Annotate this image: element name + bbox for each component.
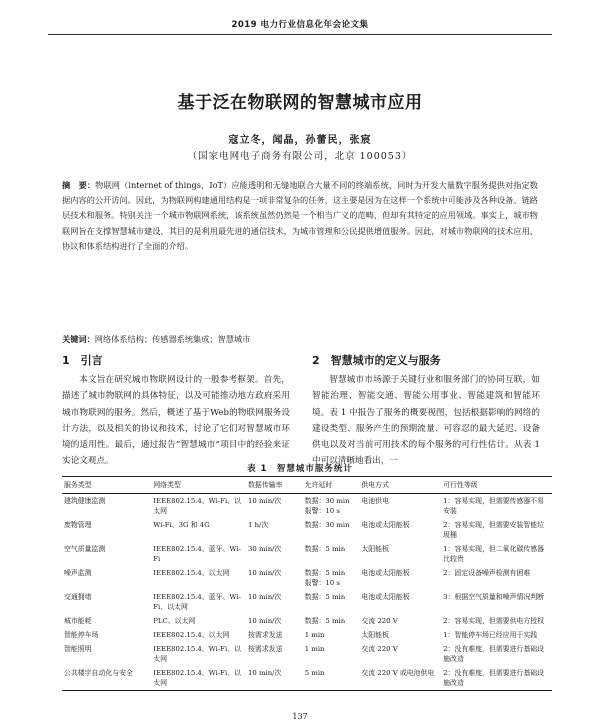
- table-cell: [441, 642, 552, 666]
- table-cell-line: 2：固定设备噪声检测有困难: [443, 569, 531, 577]
- page-number: 137: [292, 712, 308, 721]
- table-cell: [303, 628, 360, 642]
- table-cell: [441, 614, 552, 628]
- table-row: [62, 642, 552, 666]
- table-cell: 交流 220 V 或电池供电: [359, 666, 441, 691]
- col-header: 网络类型: [151, 477, 246, 494]
- table-cell-line: 数据：30 min: [304, 521, 350, 529]
- table-cell-line: 数据：30 min: [304, 497, 350, 505]
- table-cell: 太阳能板: [361, 631, 389, 639]
- table-cell: 10 min/次: [248, 569, 282, 577]
- table-cell-line: 数据：5 min: [304, 617, 346, 625]
- table-cell-line: IEEE802.15.4、Wi-Fi、以太网: [153, 497, 241, 515]
- table-cell: 智能停车场: [64, 631, 99, 639]
- table-cell: [303, 518, 360, 542]
- table-row: [62, 614, 552, 628]
- table-row: [62, 494, 552, 519]
- table-cell: 电池或太阳能板: [361, 521, 410, 529]
- section-1-title: 1 引言: [62, 354, 103, 367]
- table-cell-line: IEEE802.15.4、蓝牙、Wi-Fi、以太网: [153, 593, 241, 611]
- table-cell: [441, 628, 552, 642]
- table-cell: [303, 590, 360, 614]
- keywords-text: 网络体系结构；传感器系统集成；智慧城市: [94, 334, 251, 344]
- table-cell: [441, 590, 552, 614]
- table-cell-line: IEEE802.15.4、Wi-Fi、以太网: [153, 645, 241, 663]
- table-cell: [441, 542, 552, 566]
- table-cell: 30 min/次: [248, 545, 282, 553]
- table-cell: 按需求发送: [248, 645, 283, 653]
- table-cell: [441, 518, 552, 542]
- table-cell-line: 2：容易实现，但需要供电方授权: [443, 617, 545, 625]
- table-cell: 公共楼宇自动化与安全: [62, 666, 151, 691]
- table-cell: [303, 614, 360, 628]
- table-cell-line: Wi-Fi、3G 和 4G: [153, 521, 210, 529]
- table-cell: 交流 220 V: [361, 617, 398, 625]
- table-cell-line: PLC、以太网: [153, 617, 196, 625]
- table-cell: 智能照明: [64, 645, 92, 653]
- table-cell: [151, 666, 246, 691]
- table-cell: 10 min/次: [248, 617, 282, 625]
- table-cell: [303, 642, 360, 666]
- table-cell: [441, 566, 552, 590]
- table-cell: [441, 494, 552, 519]
- table-cell: [303, 566, 360, 590]
- table-cell: 电池或太阳能板: [361, 593, 410, 601]
- keywords-label: 关键词：: [62, 334, 95, 344]
- author-list: 寇立冬，闻晶，孙蕾民，张宸: [228, 135, 372, 146]
- table-cell-line: 报警：10 s: [304, 507, 340, 515]
- table-cell-line: 数据：5 min: [304, 569, 346, 577]
- table-cell-line: 1：容易实现，但需要传感器不易安装: [443, 497, 545, 515]
- table-cell: [151, 494, 246, 519]
- table-cell: [303, 542, 360, 566]
- table-cell: [151, 590, 246, 614]
- table-cell: 空气质量监测: [64, 545, 106, 553]
- col-header: 数据传输率: [246, 477, 303, 494]
- table-row: [62, 566, 552, 590]
- table-cell-line: 2：没有难度，但需要进行基础设施改造: [443, 669, 545, 687]
- table-cell-line: 1：智能停车场已经应用于实践: [443, 631, 538, 639]
- table-cell: 废物管理: [64, 521, 92, 529]
- abstract-label: 摘 要：: [62, 180, 96, 190]
- table-cell: 交通拥堵: [64, 593, 92, 601]
- table-cell: [151, 542, 246, 566]
- table-row: [62, 666, 552, 691]
- col-header: 服务类型: [62, 477, 151, 494]
- table-cell: 10 min/次: [248, 497, 282, 505]
- table-cell: [151, 518, 246, 542]
- table-cell-line: 5 min: [304, 669, 325, 677]
- table-row: [62, 628, 552, 642]
- running-header: 2019 电力行业信息化年会论文集: [48, 18, 552, 35]
- keywords: [62, 332, 538, 346]
- section-1-body: 本文旨在研究城市物联网设计的一般参考框架。首先，描述了城市物联网的具体特征，以及可能推动地方政府采用城市物联网的服务。然后，概述了基于Web的物联网服务设计方法，以及相关的协议和技术，讨论了它们对智慧城市环境的适用性。最后，通过报告“智慧城市”项目中的经验来证实论文观点。: [62, 375, 290, 467]
- col-header: 供电方式: [359, 477, 441, 494]
- table-cell: 电池供电: [361, 497, 389, 505]
- col-header: 可行性等级: [441, 477, 552, 494]
- table-cell-line: 2：容易实现，但需要安装智能垃圾桶: [443, 521, 545, 539]
- table-cell-line: 3：根据空气质量和噪声情况判断: [443, 593, 545, 601]
- table-cell-line: 报警：10 s: [304, 579, 340, 587]
- table-cell: [151, 614, 246, 628]
- table-cell: 城市能耗: [64, 617, 92, 625]
- abstract-text: 物联网（internet of things，IoT）应能透明和无缝地联合大量不同的终端系统，同时为开发大量数字服务提供对指定数据内容的公开访问。因此，为物联网构建通用结构是一项非常复杂的任务，这主要是因为在这样一个系统中可能涉及各种设备、链路层技术和服务。特别关注一个城市物联网系统，该系统虽然仍然是一个相当广义的范畴，但却有其特定的应用领域。事实上，城市物联网旨在支撑智慧城市建设，其目的是利用最先进的通信技术，为城市管理和公民提供增值服务。因此，对城市物联网的技术应用、协议和体系结构进行了全面的介绍。: [62, 180, 538, 251]
- table-cell: [303, 666, 360, 691]
- table-cell-line: 2：没有难度，但需要进行基础设施改造: [443, 645, 545, 663]
- table-cell-line: IEEE802.15.4、以太网: [153, 569, 230, 577]
- table-cell-line: 数据：5 min: [304, 545, 346, 553]
- table-row: [62, 542, 552, 566]
- table-row: [62, 590, 552, 614]
- table-row: [62, 518, 552, 542]
- paper-title: 基于泛在物联网的智慧城市应用: [177, 93, 423, 113]
- table-cell: [151, 566, 246, 590]
- table-cell: [151, 628, 246, 642]
- table-cell-line: IEEE802.15.4、蓝牙、Wi-Fi: [153, 545, 241, 563]
- table-cell-line: IEEE802.15.4、Wi-Fi、以太网: [153, 669, 241, 687]
- section-2-body: 智慧城市市场源于关键行业和服务部门的协同互联，如智能治理、智能交通、智能公用事业、智能建筑和智能环境。表 1 中报告了服务的概要视图，包括根据影响的网络的建设类型、服务产生的预期流量、可容忍的最大延迟、设备供电以及对当前可用技术的每个服务的可行性估计。从表 1 中可以清晰地看出，一: [312, 375, 540, 467]
- table-cell-line: IEEE802.15.4、以太网: [153, 631, 230, 639]
- table-cell: 噪声监测: [64, 569, 92, 577]
- table-cell: 1 h/次: [248, 521, 269, 529]
- table-header-row: [62, 477, 552, 494]
- table-cell-line: 1 min: [304, 645, 325, 653]
- table-cell-line: 数据：5 min: [304, 593, 346, 601]
- table-cell-line: 1：容易实现，但二氧化碳传感器比较贵: [443, 545, 545, 563]
- table-cell: 10 min/次: [248, 593, 282, 601]
- col-header: 允许延时: [303, 477, 360, 494]
- table-cell-line: 1 min: [304, 631, 325, 639]
- table-cell: 交流 220 V: [361, 645, 398, 653]
- table-cell: 太阳能板: [361, 545, 389, 553]
- abstract: [62, 178, 538, 254]
- table-cell: 10 min/次: [246, 666, 303, 691]
- table-cell: [151, 642, 246, 666]
- table-caption: 表 1 智慧城市服务统计: [247, 464, 353, 474]
- section-2-title: 2 智慧城市的定义与服务: [312, 354, 441, 367]
- table-cell: 电池或太阳能板: [361, 569, 410, 577]
- table-cell: [303, 494, 360, 519]
- affiliation: （国家电网电子商务有限公司，北京 100053）: [187, 151, 413, 162]
- table-cell: [441, 666, 552, 691]
- table-cell: 按需求发送: [248, 631, 283, 639]
- services-table: [62, 476, 552, 691]
- table-cell: 建筑健康监测: [64, 497, 106, 505]
